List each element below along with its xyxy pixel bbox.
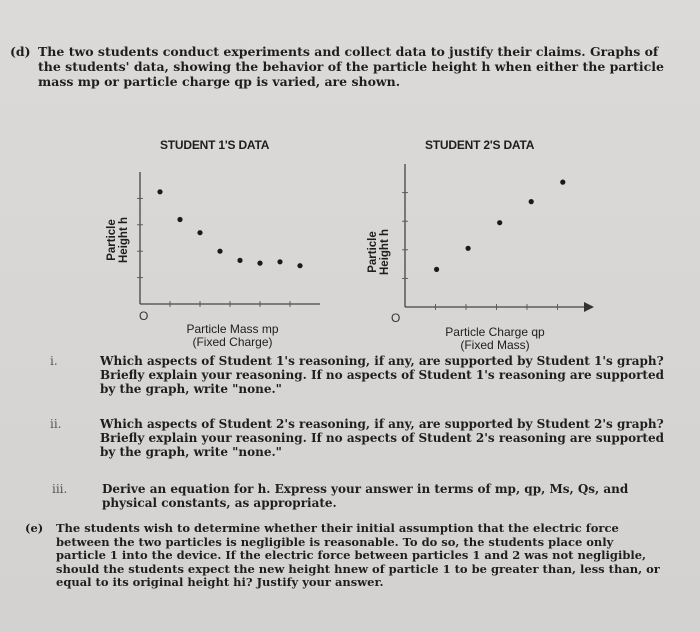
student1-data-point <box>237 258 242 263</box>
student1-data-point <box>277 259 282 264</box>
student2-data-point <box>497 220 502 225</box>
student1-data-point <box>257 261 262 266</box>
student1-chart <box>137 172 320 323</box>
student2-points <box>434 180 565 273</box>
student1-data-point <box>217 249 222 254</box>
student1-points <box>157 189 302 268</box>
student2-y-label-line2: Height h <box>379 229 391 275</box>
question-iii <box>52 482 672 514</box>
student2-x-label-line2: (Fixed Mass) <box>460 338 530 352</box>
student1-origin-label: O <box>139 309 149 323</box>
question-i-number: i. <box>50 354 58 368</box>
student1-data-point <box>297 263 302 268</box>
student2-chart-title: STUDENT 2'S DATA <box>425 138 535 152</box>
question-iii-number: iii. <box>52 482 68 496</box>
part-d-text: The two students conduct experiments and collect data to justify their claims. Graphs of the students' data, showing the behavior of the particle height h when either the particle mass mp or particle charge qp is varied, are shown. <box>38 44 664 89</box>
question-iii-text: Derive an equation for h. Express your answer in terms of mp, qp, Ms, Qs, and physical constants, as appropriate. <box>102 482 629 510</box>
student1-data-point <box>157 189 162 194</box>
student1-data-point <box>197 230 202 235</box>
student2-ticks <box>402 193 558 310</box>
student1-y-label-line2: Height h <box>118 217 130 263</box>
student1-x-axis-label <box>165 323 300 349</box>
student1-y-label-line1: Particle <box>106 219 118 261</box>
question-ii <box>50 417 670 463</box>
student2-chart <box>391 164 594 325</box>
part-d-label: (d) <box>10 44 31 59</box>
student1-data-point <box>177 217 182 222</box>
part-e <box>25 521 660 590</box>
student1-x-label-line2: (Fixed Charge) <box>192 335 273 349</box>
student2-data-point <box>560 180 565 185</box>
student2-data-point <box>466 246 471 251</box>
part-e-label: (e) <box>25 521 44 535</box>
student2-x-arrow <box>584 302 594 312</box>
question-i-text: Which aspects of Student 1's reasoning, if any, are supported by Student 1's graph? Briefly explain your reasoning. If no aspects of Student 1's reasoning are supported by the graph, write "none." <box>100 354 664 396</box>
question-ii-text: Which aspects of Student 2's reasoning, if any, are supported by Student 2's graph? Briefly explain your reasoning. If no aspects of Student 2's reasoning are supported by the graph, write "none." <box>100 417 664 459</box>
student2-y-label-line1: Particle <box>367 231 379 273</box>
student1-chart-title: STUDENT 1'S DATA <box>160 138 270 152</box>
student2-origin-label: O <box>391 311 401 325</box>
student1-x-label-line1: Particle Mass mp <box>186 322 279 336</box>
student2-data-point <box>529 199 534 204</box>
student2-x-axis-label <box>420 326 570 352</box>
student2-x-label-line1: Particle Charge qp <box>445 325 545 339</box>
question-ii-number: ii. <box>50 417 62 431</box>
student2-data-point <box>434 267 439 272</box>
part-e-text: The students wish to determine whether their initial assumption that the electric force between the two particles is negligible is reasonable. To do so, the students place only particle 1 into the device. If the electric force between particles 1 and 2 was not negligible, should the students expect the new height hnew of particle 1 to be greater than, less than, or equal to its original height hi? Justify your answer. <box>56 521 660 589</box>
question-i <box>50 354 670 400</box>
student1-ticks <box>137 198 290 307</box>
